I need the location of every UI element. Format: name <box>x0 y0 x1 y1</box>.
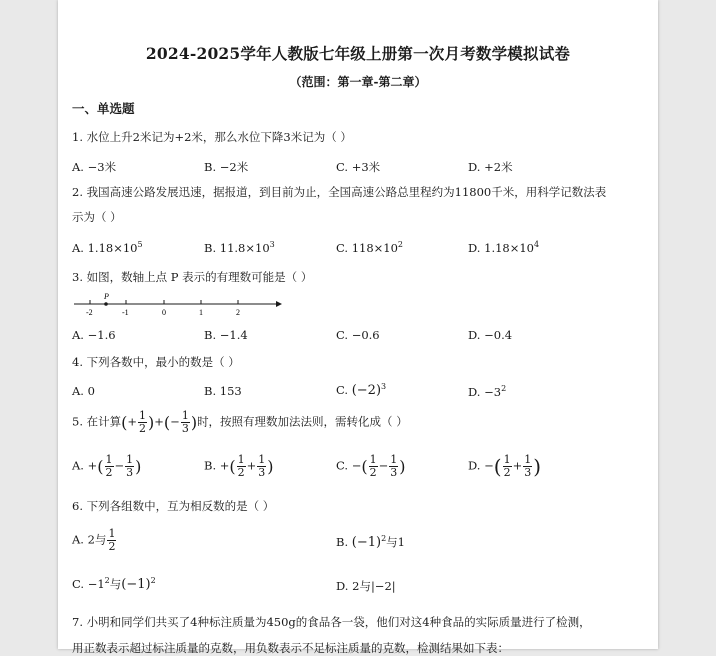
number-line-arrow <box>276 301 282 307</box>
point-p-label: P <box>104 292 109 301</box>
question-5-option-a: A. +( $\frac{1}{2}$ − $\frac{1}{3}$ ) <box>72 453 142 479</box>
question-2-option-d: D. $1.18\times 10^4$ <box>468 240 540 255</box>
question-2-stem-line1: 2. 我国高速公路发展迅速，据报道，到目前为止，全国高速公路总里程约为11800千米，用科学记数法表 <box>72 185 607 199</box>
question-3-option-d: D. −0.4 <box>468 328 513 342</box>
question-3-stem: 3. 如图，数轴上点 P 表示的有理数可能是（ ） <box>72 270 313 284</box>
question-7-stem-line1: 7. 小明和同学们共买了4种标注质量为450g的食品各一袋，他们对这4种食品的实际质量进行了检测， <box>72 615 591 629</box>
question-3-option-c: C. −0.6 <box>336 328 380 342</box>
page-subtitle: （范围：第一章-第二章） <box>289 75 427 89</box>
question-5-option-b: B. +( $\frac{1}{2}$ + $\frac{1}{3}$ ) <box>204 453 274 479</box>
tick-label: -1 <box>122 308 129 317</box>
question-1-option-d: D. +2米 <box>468 160 513 174</box>
question-5-option-d: D. −( $\frac{1}{2}$ + $\frac{1}{3}$ ) <box>468 453 542 479</box>
question-3-option-b: B. −1.4 <box>204 328 248 342</box>
number-line-figure <box>72 290 284 320</box>
tick-label: 2 <box>236 308 240 317</box>
question-6-option-c: C. $-1^2$与$(-1)^2$ <box>72 576 156 592</box>
tick-label: -2 <box>86 308 93 317</box>
page-title: 2024-2025学年人教版七年级上册第一次月考数学模拟试卷 <box>145 44 571 63</box>
point-p <box>104 302 108 306</box>
question-4-option-c: C. $(-2)^3$ <box>336 382 387 398</box>
section-heading: 一、单选题 <box>72 101 135 116</box>
question-6-option-a: A. 2与 $\frac{1}{2}$ <box>72 527 116 553</box>
question-4-option-d: D. $-3^2$ <box>468 384 507 399</box>
question-5-stem: 5. 在计算(+ $\frac{1}{2}$ )+(− $\frac{1}{3}$ )时，按照有理数加法法则，需转化成（ ） <box>72 409 408 435</box>
question-2-option-b: B. $11.8\times 10^3$ <box>204 240 275 255</box>
tick-label: 1 <box>199 308 203 317</box>
question-1-stem: 1. 水位上升2米记为+2米，那么水位下降3米记为（ ） <box>72 130 352 144</box>
tick-label: 0 <box>162 308 166 317</box>
question-3-option-a: A. −1.6 <box>72 328 116 342</box>
question-7-stem-line2: 用正数表示超过标注质量的克数，用负数表示不足标注质量的克数，检测结果如下表： <box>72 641 509 655</box>
question-1-option-c: C. +3米 <box>336 160 381 174</box>
question-2-option-a: A. $1.18\times 10^5$ <box>72 240 143 255</box>
question-2-stem-line2: 示为（ ） <box>72 210 122 224</box>
document-page <box>58 0 658 655</box>
question-6-option-d: D. 2与|−2| <box>336 579 396 593</box>
question-4-stem: 4. 下列各数中，最小的数是（ ） <box>72 355 240 369</box>
question-6-option-b: B. $(-1)^2$与1 <box>336 534 405 550</box>
question-4-option-b: B. 153 <box>204 384 242 398</box>
question-1-option-b: B. −2米 <box>204 160 249 174</box>
question-5-option-c: C. −( $\frac{1}{2}$ − $\frac{1}{3}$ ) <box>336 453 406 479</box>
question-2-option-c: C. $118\times 10^2$ <box>336 240 404 255</box>
question-1-option-a: A. −3米 <box>72 160 117 174</box>
question-4-option-a: A. 0 <box>72 384 95 398</box>
question-6-stem: 6. 下列各组数中，互为相反数的是（ ） <box>72 499 275 513</box>
